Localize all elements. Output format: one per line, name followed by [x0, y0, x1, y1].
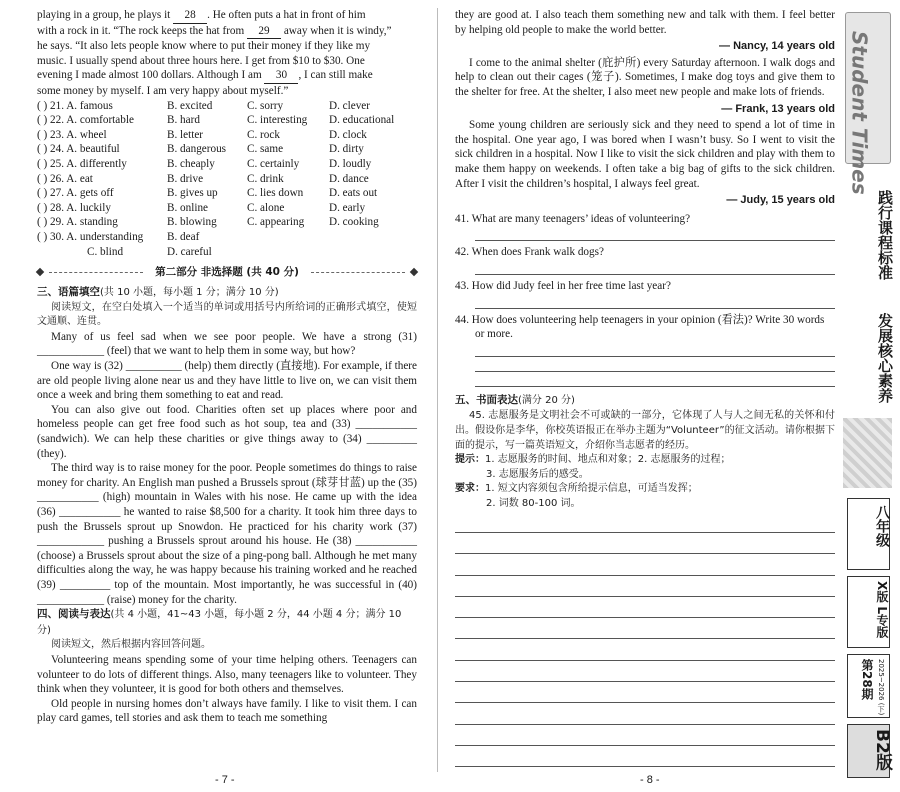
part2-title: 第二部分 非选择题 (共 40 分)	[155, 265, 299, 278]
reading-questions	[455, 212, 835, 387]
answer-line[interactable]	[475, 294, 835, 309]
answer-line[interactable]	[475, 357, 835, 372]
section5-task: 45. 志愿服务是文明社会不可或缺的一部分，它体现了人与人之间无私的关怀和付出。假设你是李华，你校英语报正在举办主题为“Volunteer”的征文活动。请你根据下面的提示，写一篇英语短文，介绍你当志愿者的经历。	[455, 410, 835, 452]
passage-paragraph: Old people in nursing homes don’t always have family. I like to visit them. I can play card games, tell stories and ask them to teach me something	[37, 697, 417, 725]
section3-heading: 三、语篇填空(共 10 小题，每小题 1 分；满分 10 分)	[37, 286, 279, 299]
page-number-left: - 7 -	[215, 774, 235, 787]
req-line-1: 要求：1. 短文内容须包含所给提示信息，可适当发挥；	[455, 483, 698, 495]
question: 41. What are many teenagers’ ideas of volunteering?	[455, 212, 691, 225]
answer-line[interactable]	[475, 260, 835, 275]
writing-line[interactable]	[455, 554, 835, 575]
hint-line-1: 提示：1. 志愿服务的时间、地点和对象；2. 志愿服务的过程；	[455, 454, 731, 466]
writing-area[interactable]	[455, 512, 835, 768]
option-row: ( ) 28. A. luckily B. online C. alone D. early	[37, 201, 366, 214]
writing-line[interactable]	[455, 703, 835, 724]
section4-passage	[37, 653, 417, 726]
option-row: ( ) 29. A. standing B. blowing C. appearing D. cooking	[37, 216, 379, 229]
column-divider	[437, 8, 438, 772]
section4-heading: 四、阅读与表达(共 4 小题，41~43 小题，每小题 2 分，44 小题 4 分；满分 10 分)	[37, 608, 402, 636]
blank-number: 29	[247, 24, 281, 40]
reading-passage-cont	[455, 8, 835, 208]
right-page	[455, 8, 835, 767]
diamond-icon	[36, 268, 44, 276]
passage-paragraph: Some young children are seriously sick and they need to spend a lot of time in the hospital. One year ago, I was bored when I wasn’t busy. So I went to visit the sick children in a hospital. Now I like to visit the sick children and play with them to make them happy on weekends. I often take a big bag of gifts to the sick children. After I visit the children’s hospital, I always feel great.	[455, 119, 835, 190]
passage-paragraph: Many of us feel sad when we see poor people. We have a strong (31) ____________ (feel) that we want to help them in some way, but how?	[37, 330, 417, 358]
answer-line[interactable]	[475, 226, 835, 241]
blank-number: 30	[264, 68, 298, 84]
answer-line[interactable]	[475, 372, 835, 387]
blank-number: 28	[173, 8, 207, 24]
question: 42. When does Frank walk dogs?	[455, 246, 604, 259]
option-row: ( ) 27. A. gets off B. gives up C. lies down D. eats out	[37, 187, 378, 200]
slogan-2: 发展核心素养	[876, 312, 894, 403]
part2-banner	[37, 265, 417, 279]
passage-paragraph: The third way is to raise money for the poor. People sometimes do things to raise money for charity. An English man pushed a Brussels sprout (球芽甘蓝) up the (35) ___________ (high) mountain in Wales with his nose. He came up with the idea (36) ___________ he wanted to raise $8,500 for a charity. It took him three days to push the Brussels sprout up Snowdon. He practiced for his charity work (37) ____________ pushing a Brussels sprout around his house. He (38) ___________ (choose) a Brussels sprout about the size of a ping-pong ball. Although he met many difficulties along the way, he was happy because his training worked and he reached (39) _________ top of the mountain. Most importantly, he was successful in (40) ____________ (raise) money for the charity.	[37, 462, 417, 606]
passage-line: playing in a group, he plays it 28 . He often puts a hat in front of him	[37, 8, 417, 24]
option-row-30-cont: C. blind D. careful	[87, 245, 212, 258]
option-row: ( ) 21. A. famous B. excited C. sorry D. clever	[37, 99, 370, 112]
passage-paragraph: I come to the animal shelter (庇护所) every Saturday afternoon. I walk dogs and help to clean out their cages (笼子). Sometimes, I make dog toys and give them to the shelter for free. At the shelter, I also meet new people and make lots of friends.	[455, 56, 835, 98]
cloze-options	[37, 99, 417, 230]
passage-line: evening I made almost 100 dollars. Although I am 30 , I can still make	[37, 68, 417, 84]
decorative-band	[843, 418, 892, 488]
cloze-passage-end	[37, 8, 417, 99]
author-signature: — Judy, 15 years old	[726, 194, 835, 207]
req-line-2: 2. 词数 80-100 词。	[486, 498, 581, 510]
writing-line[interactable]	[455, 725, 835, 746]
edition-box: X版 L专版	[847, 576, 890, 648]
writing-line[interactable]	[455, 533, 835, 554]
passage-line: some money by myself. I am very happy about myself.”	[37, 84, 289, 97]
passage-paragraph: One way is (32) __________ (help) them directly (直接地). For example, if there are old people living alone near us and they have little to live on, we can visit them once a week and bring them something to eat and read.	[37, 360, 417, 402]
diamond-icon	[410, 268, 418, 276]
passage-paragraph: You can also give out food. Charities often set up places where poor and homeless people can get free food such as hot soup, tea and (33) ___________ (sandwich). We can help these charities or give things away to (34) _________ (they).	[37, 403, 417, 460]
writing-line[interactable]	[455, 746, 835, 767]
grade-box: 八年级	[847, 498, 890, 570]
passage-paragraph: they are good at. I also teach them something new and talk with them. I feel better by helping old people to make the world better.	[455, 9, 835, 36]
writing-line[interactable]	[455, 597, 835, 618]
author-signature: — Nancy, 14 years old	[719, 40, 835, 53]
left-page	[37, 8, 417, 726]
answer-line[interactable]	[475, 342, 835, 357]
issue-box: 第28期 2025~2026 (下)	[847, 654, 890, 718]
writing-line[interactable]	[455, 576, 835, 597]
writing-line[interactable]	[455, 639, 835, 660]
question: 43. How did Judy feel in her free time last year?	[455, 279, 671, 292]
option-row: ( ) 26. A. eat B. drive C. drink D. dance	[37, 172, 369, 185]
section5-heading: 五、书面表达(满分 20 分)	[455, 393, 575, 406]
passage-line: he says. “It also lets people know where to put their money if they like my	[37, 40, 371, 53]
option-row: ( ) 24. A. beautiful B. dangerous C. same D. dirty	[37, 143, 364, 156]
page-number-right: - 8 -	[640, 774, 660, 787]
hint-line-2: 3. 志愿服务后的感受。	[486, 468, 589, 480]
section4-instructions: 阅读短文，然后根据内容回答问题。	[51, 639, 211, 651]
writing-line[interactable]	[455, 682, 835, 703]
option-row: ( ) 23. A. wheel B. letter C. rock D. clock	[37, 128, 367, 141]
question: 44. How does volunteering help teenagers in your opinion (看法)? Write 30 words or more.	[455, 313, 825, 341]
passage-line: music. I usually spend about three hours here. I get from $10 to $30. One	[37, 54, 365, 67]
newspaper-logo: Student Times	[845, 12, 891, 164]
side-strip	[843, 10, 892, 780]
author-signature: — Frank, 13 years old	[721, 102, 835, 115]
option-row: ( ) 25. A. differently B. cheaply C. certainly D. loudly	[37, 157, 372, 170]
slogan-1: 践行课程标准	[876, 190, 894, 280]
passage-paragraph: Volunteering means spending some of your time helping others. Teenagers can volunteer to do lots of different things. Also, many teenagers like to volunteer. They think when they volunteer, it is good for both others and themselves.	[37, 653, 417, 696]
section3-instructions: 阅读短文，在空白处填入一个适当的单词或用括号内所给词的正确形式填空，使短文通顺、连贯。	[37, 301, 417, 328]
option-row: ( ) 22. A. comfortable B. hard C. interesting D. educational	[37, 114, 395, 127]
option-row-30: ( ) 30. A. understanding B. deaf	[37, 230, 200, 243]
writing-line[interactable]	[455, 661, 835, 682]
passage-line: with a rock in it. “The rock keeps the hat from 29 away when it is windy,”	[37, 24, 417, 40]
writing-line[interactable]	[455, 512, 835, 533]
badge-box: B2版	[847, 724, 890, 778]
section3-passage	[37, 330, 417, 607]
writing-line[interactable]	[455, 618, 835, 639]
